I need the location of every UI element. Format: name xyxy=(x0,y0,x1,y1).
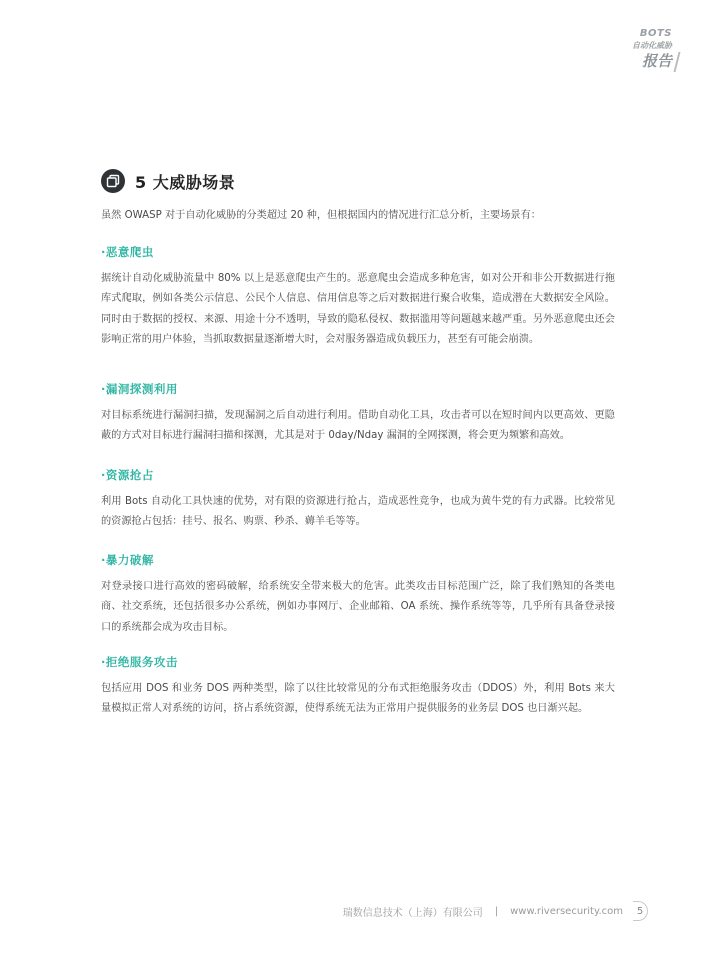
scenario-title-vuln-exploit: ·漏洞探测利用 xyxy=(101,382,178,396)
scenario-title-brute-force: ·暴力破解 xyxy=(101,553,154,567)
scenario-text-brute-force: 对登录接口进行高效的密码破解，给系统安全带来极大的危害。此类攻击目标范围广泛，除了我们熟知的各类电商、社交系统，还包括很多办公系统，例如办事网厅、企业邮箱、OA 系统、操作系统等等，几乎所有具备登录接口的系统都会成为攻击目标。 xyxy=(101,581,615,633)
footer-website[interactable]: www.riversecurity.com xyxy=(510,905,623,917)
logo-line-bots: BOTS xyxy=(639,28,672,39)
scenario-text-vuln-exploit: 对目标系统进行漏洞扫描，发现漏洞之后自动进行利用。借助自动化工具，攻击者可以在短时间内以更高效、更隐蔽的方式对目标进行漏洞扫描和探测，尤其是对于 0day/Nday 漏洞的全网探测，将会更为频繁和高效。 xyxy=(101,410,615,442)
logo-line-subtitle: 自动化威胁 xyxy=(632,41,672,50)
scenario-title-resource-grab: ·资源抢占 xyxy=(101,468,154,482)
page-number: 5 xyxy=(633,901,648,921)
scenario-title-dos: ·拒绝服务攻击 xyxy=(101,655,178,669)
logo-line-report: 报告 xyxy=(641,52,672,70)
section-title: 5 大威胁场景 xyxy=(135,172,236,192)
section-intro: 虽然 OWASP 对于自动化威胁的分类超过 20 种，但根据国内的情况进行汇总分析，主要场景有： xyxy=(101,210,541,221)
logo-slash-decoration xyxy=(674,52,681,72)
copy-icon xyxy=(101,169,125,193)
scenario-text-malicious-crawler: 据统计自动化威胁流量中 80% 以上是恶意爬虫产生的。恶意爬虫会造成多种危害，如对公开和非公开数据进行拖库式爬取，例如各类公示信息、公民个人信息、信用信息等之后对数据进行聚合收集，造成潜在大数据安全风险。同时由于数据的授权、来源、用途十分不透明，导致的隐私侵权、数据滥用等问题越来越严重。另外恶意爬虫还会影响正常的用户体验，当抓取数据量逐渐增大时，会对服务器造成负载压力，甚至有可能会崩溃。 xyxy=(101,273,615,345)
footer-separator: | xyxy=(494,905,499,917)
scenario-title-malicious-crawler: ·恶意爬虫 xyxy=(101,245,154,259)
page-footer xyxy=(343,901,648,921)
scenario-text-dos: 包括应用 DOS 和业务 DOS 两种类型，除了以往比较常见的分布式拒绝服务攻击（DDOS）外，利用 Bots 来大量模拟正常人对系统的访问，挤占系统资源，使得系统无法为正常用户提供服务的业务层 DOS 也日渐兴起。 xyxy=(101,683,615,715)
footer-company: 瑞数信息技术（上海）有限公司 xyxy=(342,907,483,919)
section-heading xyxy=(101,168,235,194)
scenario-text-resource-grab: 利用 Bots 自动化工具快速的优势，对有限的资源进行抢占，造成恶性竞争，也成为黄牛党的有力武器。比较常见的资源抢占包括：挂号、报名、购票、秒杀、薅羊毛等等。 xyxy=(101,496,615,528)
brand-logo xyxy=(604,28,684,72)
